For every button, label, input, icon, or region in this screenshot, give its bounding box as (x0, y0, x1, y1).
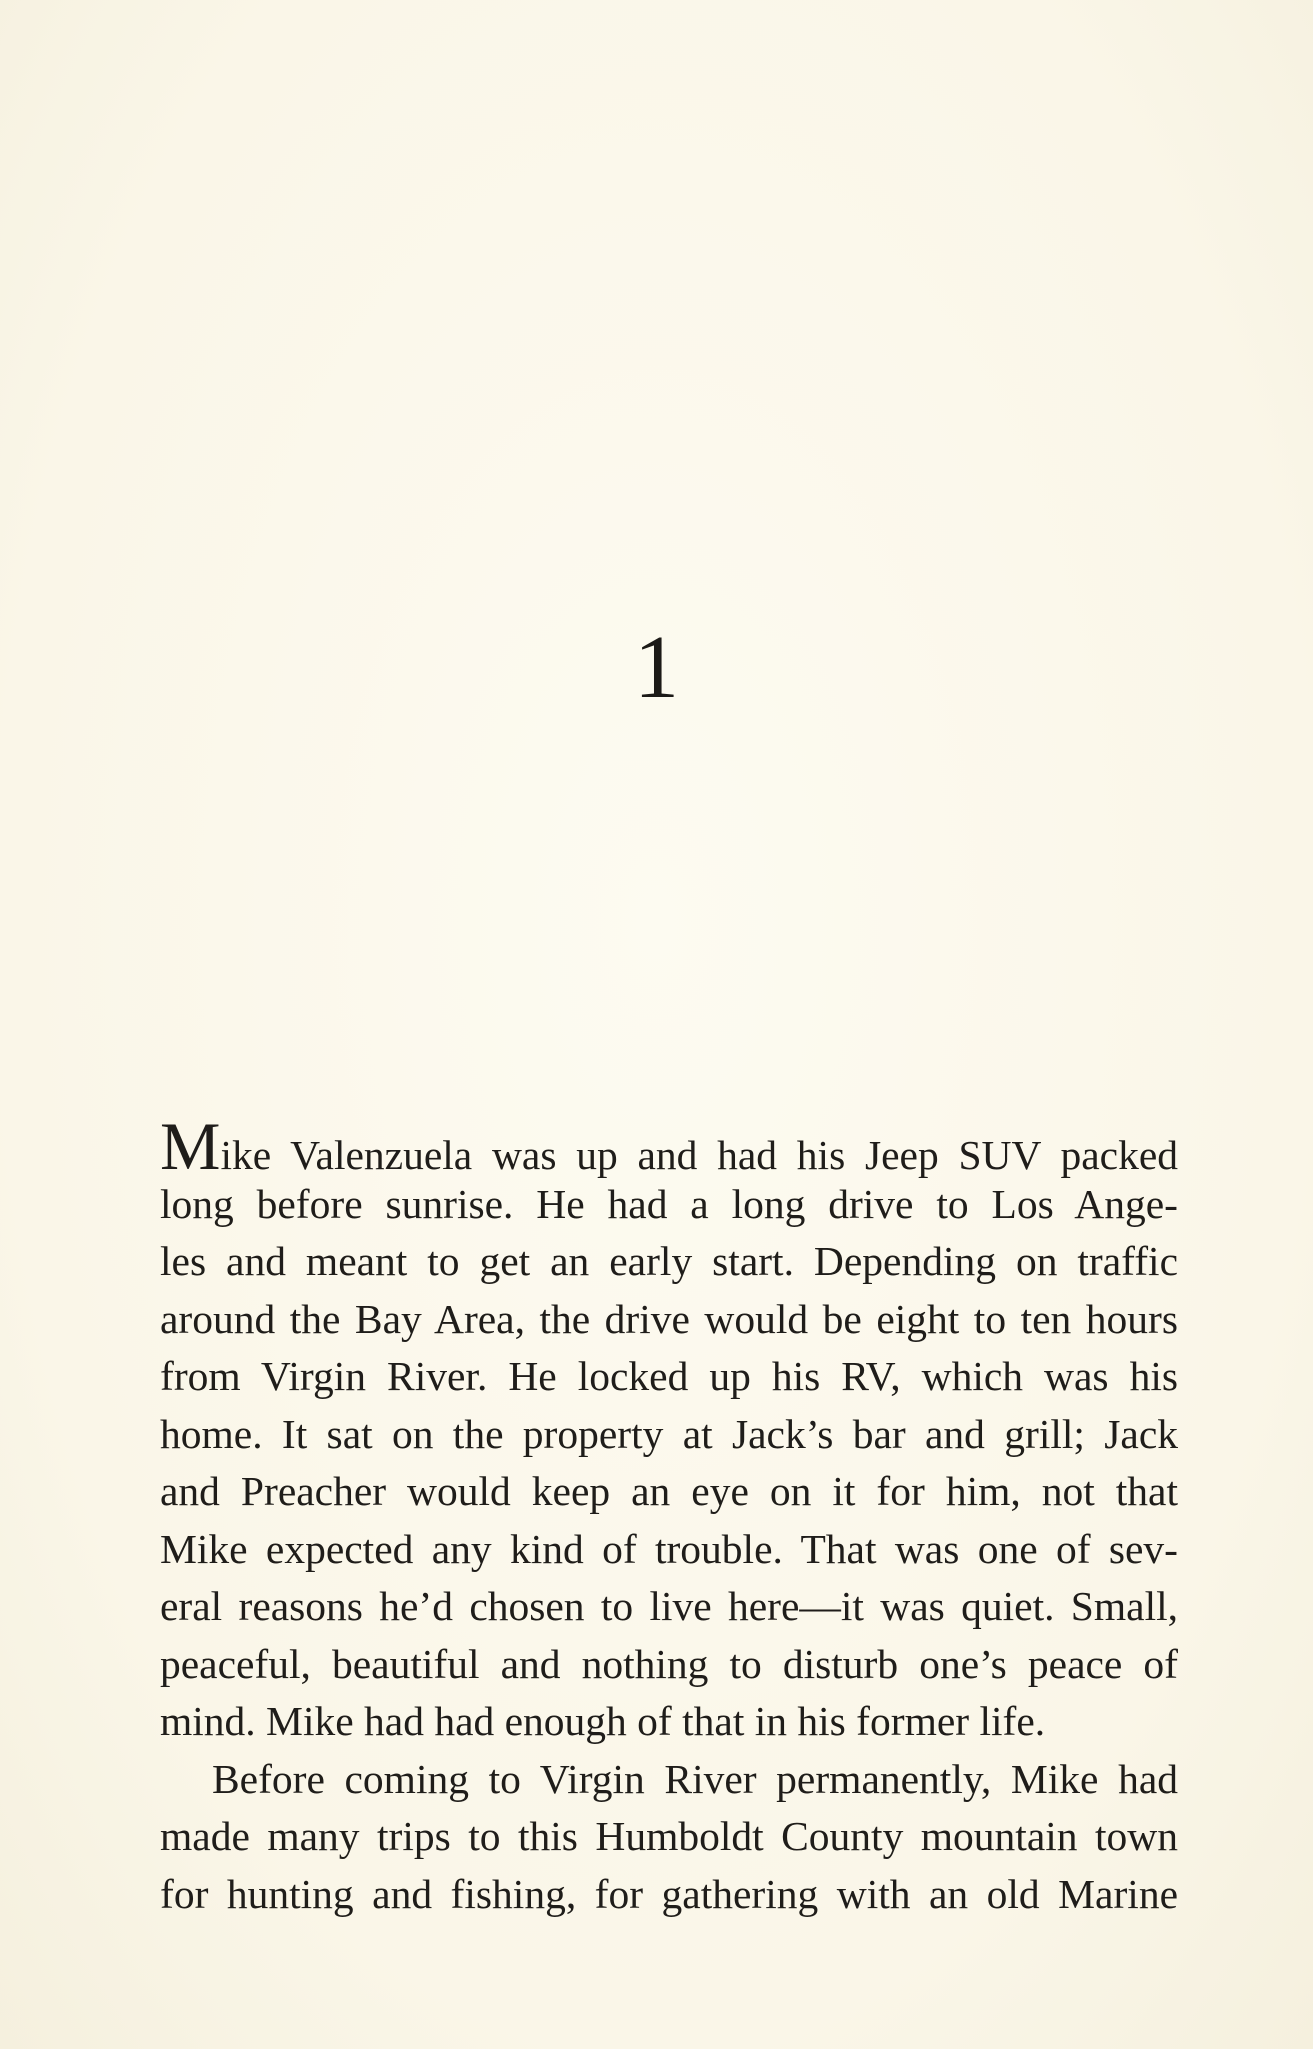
text-line: for hunting and fishing, for gathering with an old Marine (160, 1870, 1178, 1917)
text-line: made many trips to this Humboldt County mountain town (160, 1813, 1178, 1859)
text-line: long before sunrise. He had a long drive to Los Ange- (160, 1180, 1178, 1227)
paragraph-1 (160, 1108, 1178, 1751)
body-text (160, 1108, 1178, 1923)
text-line: eral reasons he’d chosen to live here—it was quiet. Small, (160, 1583, 1178, 1629)
text-line: mind. Mike had had enough of that in his former life. (160, 1698, 1046, 1744)
chapter-number: 1 (634, 618, 679, 717)
first-line-text: ike Valenzuela was up and had his Jeep SUV packed (220, 1132, 1178, 1178)
text-line (160, 1108, 1178, 1184)
text-line: home. It sat on the property at Jack’s bar and grill; Jack (160, 1410, 1178, 1457)
text-line: from Virgin River. He locked up his RV, which was his (160, 1353, 1178, 1399)
text-line: Mike expected any kind of trouble. That was one of sev- (160, 1525, 1178, 1572)
paragraph-2 (160, 1751, 1178, 1924)
text-line: Before coming to Virgin River permanently, Mike had (212, 1755, 1178, 1802)
drop-cap: M (160, 1108, 221, 1184)
text-line: around the Bay Area, the drive would be eight to ten hours (160, 1295, 1178, 1342)
text-line: peaceful, beautiful and nothing to disturb one’s peace of (160, 1640, 1178, 1687)
text-line: les and meant to get an early start. Depending on traffic (160, 1238, 1178, 1284)
text-line: and Preacher would keep an eye on it for him, not that (160, 1468, 1178, 1514)
